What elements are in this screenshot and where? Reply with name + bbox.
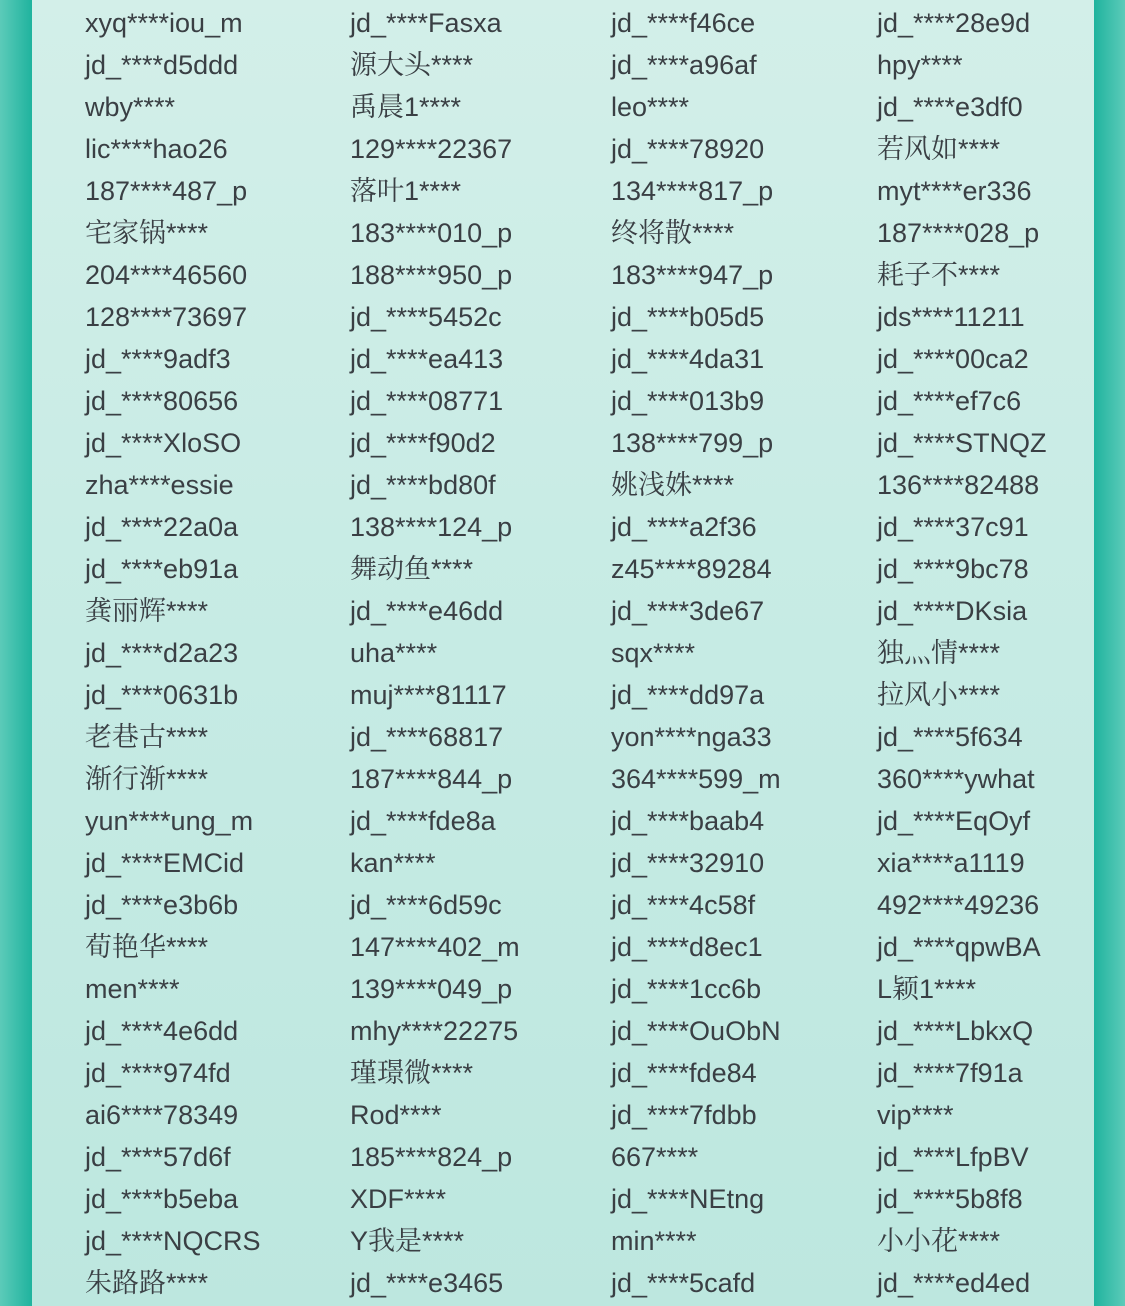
username-entry: jd_****5452c <box>350 302 502 332</box>
username-entry: 136****82488 <box>877 470 1040 500</box>
username-entry: jd_****00ca2 <box>877 344 1029 374</box>
username-entry: Rod**** <box>350 1100 442 1130</box>
username-entry: 终将散**** <box>611 218 735 248</box>
username-entry: jd_****013b9 <box>611 386 765 416</box>
username-entry: xyq****iou_m <box>85 8 243 38</box>
username-entry: jd_****0631b <box>85 680 239 710</box>
username-entry: hpy**** <box>877 50 963 80</box>
username-entry: jd_****a96af <box>611 50 757 80</box>
username-entry: 667**** <box>611 1142 699 1172</box>
username-entry: muj****81117 <box>350 680 507 710</box>
username-entry: wby**** <box>85 92 176 122</box>
username-entry: jd_****78920 <box>611 134 765 164</box>
username-entry: jd_****6d59c <box>350 890 502 920</box>
username-entry: jd_****5cafd <box>611 1268 756 1298</box>
username-entry: 若风如**** <box>877 134 1001 164</box>
username-entry: 荀艳华**** <box>85 932 209 962</box>
username-entry: 134****817_p <box>611 176 774 206</box>
username-entry: jd_****baab4 <box>611 806 765 836</box>
username-entry: 小小花**** <box>877 1226 1001 1256</box>
username-row <box>32 1052 1094 1094</box>
username-row <box>32 506 1094 548</box>
username-entry: 139****049_p <box>350 974 513 1004</box>
username-entry: 188****950_p <box>350 260 513 290</box>
username-row <box>32 1094 1094 1136</box>
username-entry: leo**** <box>611 92 690 122</box>
username-entry: jd_****5b8f8 <box>877 1184 1023 1214</box>
username-entry: 183****010_p <box>350 218 513 248</box>
username-entry: 宅家锅**** <box>85 218 209 248</box>
username-entry: jd_****3de67 <box>611 596 765 626</box>
username-row <box>32 1220 1094 1262</box>
username-row <box>32 212 1094 254</box>
username-entry: jd_****fde8a <box>350 806 496 836</box>
username-entry: jd_****4da31 <box>611 344 765 374</box>
username-entry: jd_****7fdbb <box>611 1100 757 1130</box>
username-entry: jd_****f46ce <box>611 8 756 38</box>
username-entry: 姚浅姝**** <box>611 470 735 500</box>
username-entry: 147****402_m <box>350 932 520 962</box>
username-entry: jd_****57d6f <box>85 1142 231 1172</box>
username-row <box>32 1178 1094 1220</box>
username-entry: jd_****e3df0 <box>877 92 1023 122</box>
username-entry: 瑾璟微**** <box>350 1058 474 1088</box>
username-entry: Y我是**** <box>350 1226 465 1256</box>
username-entry: 187****844_p <box>350 764 513 794</box>
username-entry: jd_****EMCid <box>85 848 245 878</box>
username-entry: 源大头**** <box>350 50 474 80</box>
username-row <box>32 632 1094 674</box>
username-row <box>32 44 1094 86</box>
username-row <box>32 2 1094 44</box>
username-row <box>32 926 1094 968</box>
username-entry: 204****46560 <box>85 260 248 290</box>
username-entry: jd_****68817 <box>350 722 504 752</box>
username-entry: jd_****32910 <box>611 848 765 878</box>
username-entry: jd_****ea413 <box>350 344 504 374</box>
username-entry: jd_****d8ec1 <box>611 932 763 962</box>
username-entry: jd_****a2f36 <box>611 512 757 542</box>
username-entry: jd_****e3b6b <box>85 890 239 920</box>
username-entry: 187****028_p <box>877 218 1040 248</box>
username-entry: jd_****OuObN <box>611 1016 781 1046</box>
username-entry: 渐行渐**** <box>85 764 209 794</box>
username-entry: jd_****LbkxQ <box>877 1016 1034 1046</box>
username-entry: jd_****e46dd <box>350 596 504 626</box>
username-entry: jd_****5f634 <box>877 722 1023 752</box>
username-entry: uha**** <box>350 638 438 668</box>
username-entry: jd_****d2a23 <box>85 638 239 668</box>
username-entry: jd_****9adf3 <box>85 344 231 374</box>
username-entry: jd_****b5eba <box>85 1184 239 1214</box>
username-entry: 187****487_p <box>85 176 248 206</box>
username-entry: 舞动鱼**** <box>350 554 474 584</box>
username-entry: jd_****22a0a <box>85 512 239 542</box>
username-entry: jd_****fde84 <box>611 1058 757 1088</box>
username-entry: men**** <box>85 974 180 1004</box>
username-entry: jd_****f90d2 <box>350 428 496 458</box>
username-row <box>32 968 1094 1010</box>
username-entry: jd_****b05d5 <box>611 302 765 332</box>
username-entry: ai6****78349 <box>85 1100 239 1130</box>
username-entry: jd_****NQCRS <box>85 1226 261 1256</box>
username-entry: lic****hao26 <box>85 134 228 164</box>
username-row <box>32 422 1094 464</box>
username-entry: jd_****08771 <box>350 386 504 416</box>
username-row <box>32 590 1094 632</box>
username-entry: myt****er336 <box>877 176 1032 206</box>
username-entry: yon****nga33 <box>611 722 772 752</box>
username-entry: 龚丽辉**** <box>85 596 209 626</box>
username-entry: jd_****STNQZ <box>877 428 1047 458</box>
username-entry: 138****799_p <box>611 428 774 458</box>
username-entry: jd_****9bc78 <box>877 554 1029 584</box>
username-entry: jd_****1cc6b <box>611 974 762 1004</box>
username-entry: jd_****qpwBA <box>877 932 1041 962</box>
username-entry: 耗子不**** <box>877 260 1001 290</box>
username-entry: jds****11211 <box>877 302 1025 332</box>
username-row <box>32 1010 1094 1052</box>
username-entry: jd_****ed4ed <box>877 1268 1031 1298</box>
username-entry: jd_****37c91 <box>877 512 1029 542</box>
username-entry: jd_****NEtng <box>611 1184 765 1214</box>
username-row <box>32 884 1094 926</box>
username-entry: z45****89284 <box>611 554 772 584</box>
username-row <box>32 128 1094 170</box>
username-entry: jd_****80656 <box>85 386 239 416</box>
username-entry: 492****49236 <box>877 890 1040 920</box>
username-entry: 185****824_p <box>350 1142 513 1172</box>
username-entry: jd_****28e9d <box>877 8 1031 38</box>
username-entry: 独灬情**** <box>877 638 1001 668</box>
username-entry: 禹晨1**** <box>350 92 462 122</box>
username-entry: jd_****LfpBV <box>877 1142 1029 1172</box>
username-row <box>32 758 1094 800</box>
username-row <box>32 296 1094 338</box>
username-row <box>32 338 1094 380</box>
username-entry: L颖1**** <box>877 974 977 1004</box>
username-entry: xia****a1119 <box>877 848 1025 878</box>
username-entry: XDF**** <box>350 1184 447 1214</box>
username-list-panel <box>32 0 1094 1306</box>
username-entry: jd_****974fd <box>85 1058 231 1088</box>
username-row <box>32 674 1094 716</box>
username-row <box>32 548 1094 590</box>
username-entry: 183****947_p <box>611 260 774 290</box>
username-entry: 129****22367 <box>350 134 513 164</box>
username-entry: jd_****4c58f <box>611 890 756 920</box>
username-entry: 128****73697 <box>85 302 248 332</box>
username-entry: jd_****e3465 <box>350 1268 504 1298</box>
username-entry: jd_****7f91a <box>877 1058 1023 1088</box>
username-entry: 老巷古**** <box>85 722 209 752</box>
username-entry: kan**** <box>350 848 436 878</box>
username-grid <box>32 2 1094 1304</box>
username-entry: 朱路路**** <box>85 1268 209 1298</box>
username-entry: 360****ywhat <box>877 764 1035 794</box>
username-entry: 364****599_m <box>611 764 781 794</box>
username-row <box>32 170 1094 212</box>
username-row <box>32 716 1094 758</box>
username-row <box>32 1262 1094 1304</box>
username-entry: 拉风小**** <box>877 680 1001 710</box>
username-entry: jd_****4e6dd <box>85 1016 239 1046</box>
username-entry: jd_****EqOyf <box>877 806 1031 836</box>
username-entry: jd_****XloSO <box>85 428 242 458</box>
username-entry: 138****124_p <box>350 512 513 542</box>
username-row <box>32 1136 1094 1178</box>
username-entry: jd_****bd80f <box>350 470 496 500</box>
username-entry: min**** <box>611 1226 697 1256</box>
username-entry: vip**** <box>877 1100 954 1130</box>
username-entry: jd_****d5ddd <box>85 50 239 80</box>
username-row <box>32 464 1094 506</box>
username-entry: jd_****eb91a <box>85 554 239 584</box>
username-entry: zha****essie <box>85 470 234 500</box>
username-entry: jd_****Fasxa <box>350 8 502 38</box>
username-entry: jd_****DKsia <box>877 596 1028 626</box>
username-entry: jd_****dd97a <box>611 680 765 710</box>
username-entry: mhy****22275 <box>350 1016 519 1046</box>
username-entry: 落叶1**** <box>350 176 462 206</box>
username-entry: jd_****ef7c6 <box>877 386 1022 416</box>
username-entry: sqx**** <box>611 638 696 668</box>
username-entry: yun****ung_m <box>85 806 254 836</box>
username-row <box>32 380 1094 422</box>
username-row <box>32 254 1094 296</box>
username-row <box>32 800 1094 842</box>
username-row <box>32 86 1094 128</box>
username-row <box>32 842 1094 884</box>
